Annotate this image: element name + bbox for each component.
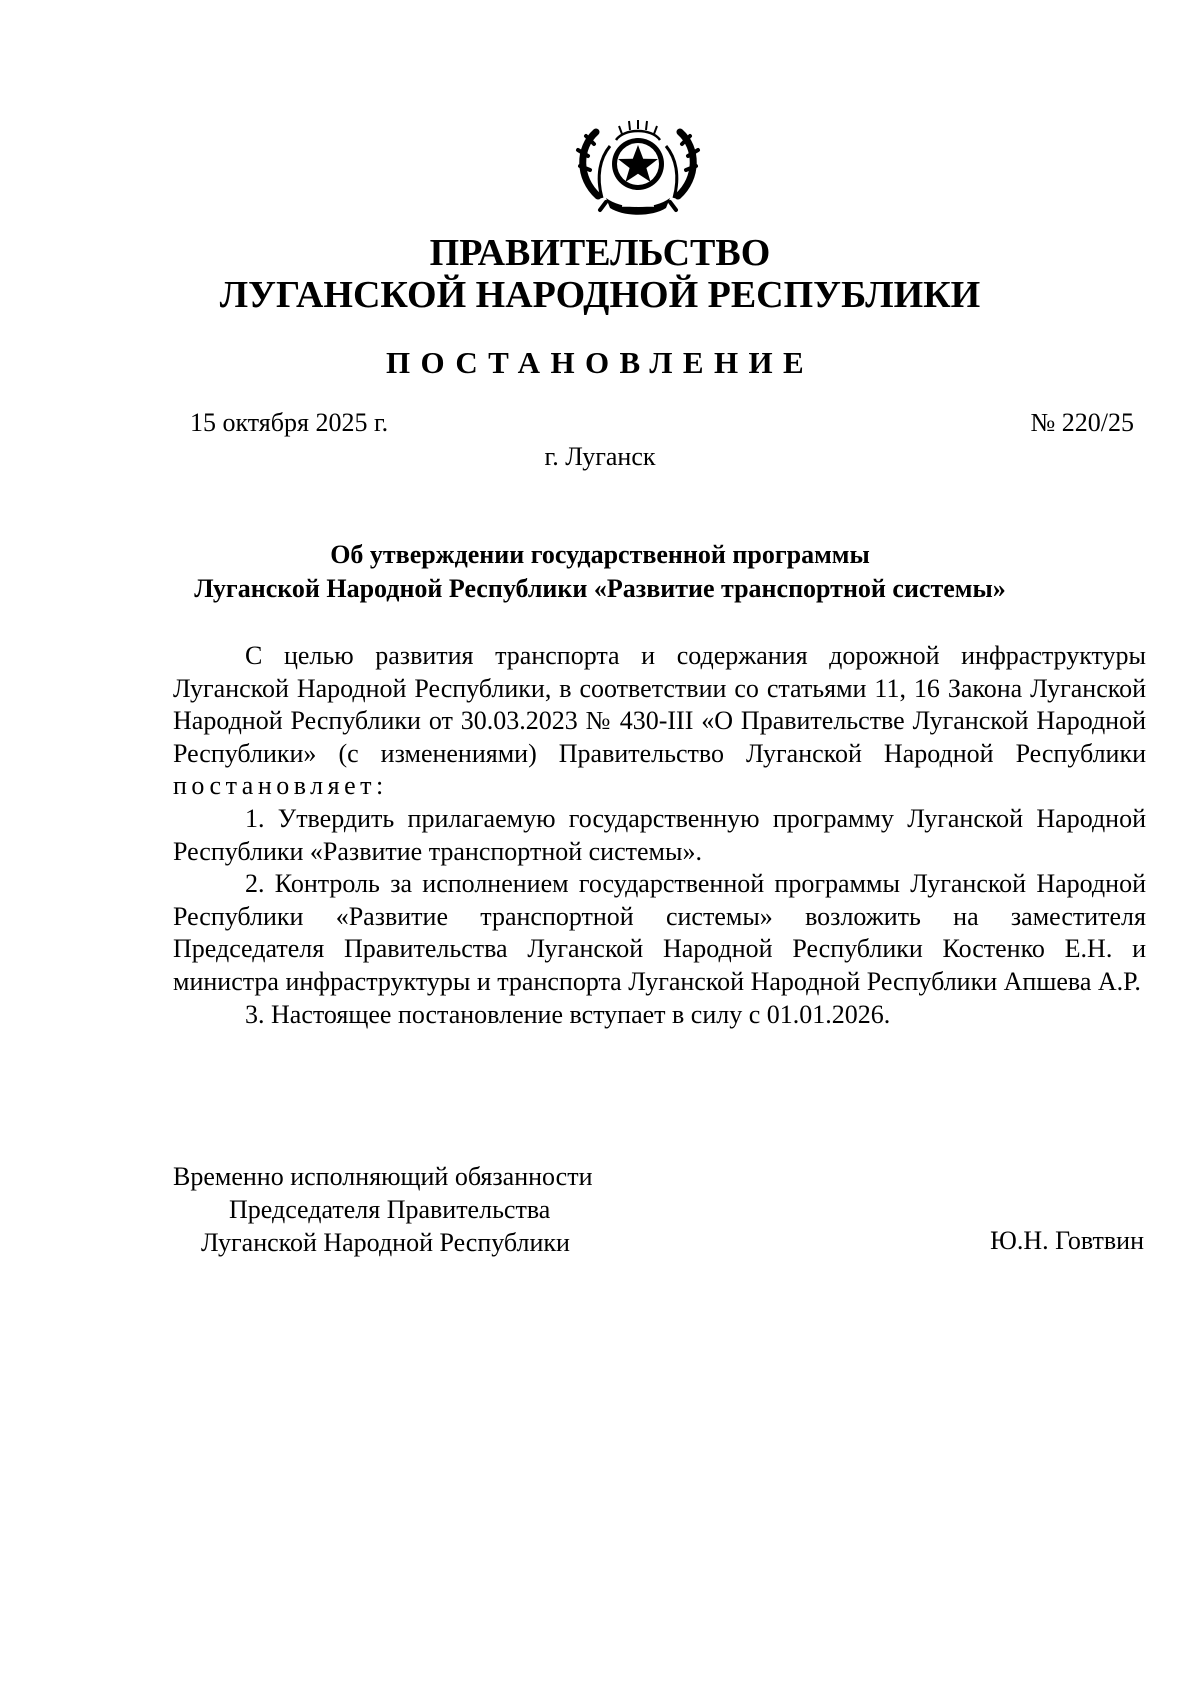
signatory-name: Ю.Н. Говтвин: [990, 1226, 1144, 1255]
document-number: № 220/25: [1030, 408, 1134, 437]
document-city: г. Луганск: [544, 442, 656, 471]
decree-item-1: 1. Утвердить прилагаемую государственную программу Луганской Народной Республики «Развитие транспортной системы».: [173, 803, 1146, 866]
government-title-republic: ЛУГАНСКОЙ НАРОДНОЙ РЕСПУБЛИКИ: [219, 274, 981, 316]
lpr-coat-of-arms-icon: [572, 118, 704, 218]
decree-item-3: 3. Настоящее постановление вступает в силу с 01.01.2026.: [245, 999, 891, 1029]
document-type: ПОСТАНОВЛЕНИЕ: [385, 345, 815, 380]
position-line-3: Луганской Народной Республики: [201, 1228, 570, 1257]
government-title: ПРАВИТЕЛЬСТВО: [429, 232, 771, 274]
document-subject: [0, 538, 1200, 606]
position-line-1: Временно исполняющий обязанности: [173, 1162, 593, 1191]
decree-item-2: 2. Контроль за исполнением государственной программы Луганской Народной Республики «Развитие транспортной системы» возложить на заместителя Председателя Правительства Луганской Народной Республики Костенко Е.Н. и министра инфраструктуры и транспорта Луганской Народной Республики Апшева А.Р.: [173, 869, 1146, 996]
decree-word: постановляет:: [173, 771, 388, 801]
preamble-paragraph: [173, 640, 1146, 803]
document-body: [173, 640, 1146, 1031]
signatory-position: [173, 1160, 593, 1259]
preamble-text: С целью развития транспорта и содержания дорожной инфраструктуры Луганской Народной Республики, в соответствии со статьями 11, 16 Закона Луганской Народной Республики от 30.03.2023 № 430-III «О Правительстве Луганской Народной Республики» (с изменениями) Правительство Луганской Народной Республики: [173, 641, 1146, 768]
document-date: 15 октября 2025 г.: [190, 408, 389, 437]
subject-line-1: Об утверждении государственной программы: [330, 540, 870, 569]
position-line-2: Председателя Правительства: [229, 1195, 551, 1224]
subject-line-2: Луганской Народной Республики «Развитие транспортной системы»: [194, 574, 1006, 603]
